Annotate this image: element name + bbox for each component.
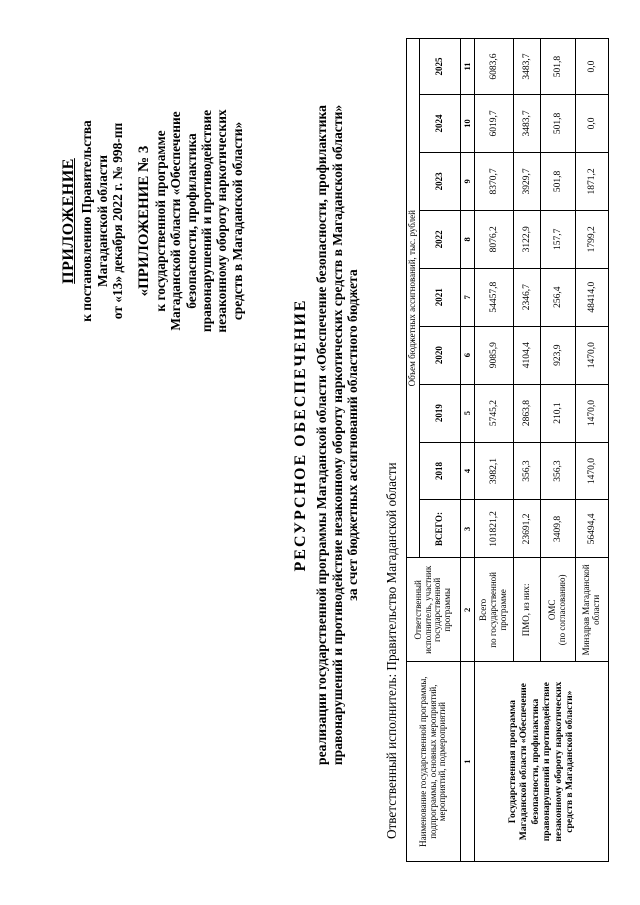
title-main: РЕСУРСНОЕ ОБЕСПЕЧЕНИЕ — [292, 298, 309, 572]
value-cell: 48414,0 — [575, 268, 608, 326]
value-cell: 1470,0 — [575, 326, 608, 384]
table-row — [474, 39, 513, 862]
title-line: за счет бюджетных ассигнований областного бюджета — [345, 269, 361, 601]
appendix-sub-line: Магаданской области «Обеспечение — [168, 111, 184, 331]
value-cell: 23691,2 — [513, 500, 540, 558]
value-cell: 54457,8 — [474, 268, 513, 326]
value-cell: 501,8 — [540, 152, 575, 210]
value-cell: 2346,7 — [513, 268, 540, 326]
appendix-sub-line: незаконному обороту наркотических — [214, 109, 230, 333]
value-cell: 9085,9 — [474, 326, 513, 384]
value-cell: 56494,4 — [575, 500, 608, 558]
appendix-line: Магаданской области — [94, 154, 110, 288]
value-cell: 210,1 — [540, 384, 575, 442]
value-cell: 3483,7 — [513, 95, 540, 153]
value-cell: 6019,7 — [474, 95, 513, 153]
value-cell: 256,4 — [540, 268, 575, 326]
header-year: 2025 — [419, 39, 460, 95]
header-year: 2021 — [419, 268, 460, 326]
appendix-sub-line: средств в Магаданской области» — [229, 121, 245, 321]
document-title — [292, 25, 361, 845]
column-index: 1 — [460, 662, 474, 862]
column-index: 10 — [460, 95, 474, 153]
value-cell: 3122,9 — [513, 210, 540, 268]
column-index: 9 — [460, 152, 474, 210]
program-name-cell: Государственная программа Магаданской области «Обеспечение безопасности, профилактика правонарушений и противодействие незаконному обороту наркотических средств в Магаданской области» — [474, 662, 608, 862]
header-year: 2018 — [419, 442, 460, 500]
appendix-line: к постановлению Правительства — [79, 120, 95, 322]
header-year: 2020 — [419, 326, 460, 384]
value-cell: 0,0 — [575, 39, 608, 95]
value-cell: 4104,4 — [513, 326, 540, 384]
value-cell: 356,3 — [513, 442, 540, 500]
column-index: 3 — [460, 500, 474, 558]
value-cell: 3982,1 — [474, 442, 513, 500]
value-cell: 8370,7 — [474, 152, 513, 210]
value-cell: 1799,2 — [575, 210, 608, 268]
appendix-heading-3: «ПРИЛОЖЕНИЕ № 3 — [135, 145, 152, 297]
header-year: 2019 — [419, 384, 460, 442]
value-cell: 3929,7 — [513, 152, 540, 210]
value-cell: 501,8 — [540, 95, 575, 153]
appendix-date-line: от «13» декабря 2022 г. № 998-пп — [110, 122, 126, 320]
appendix-sub-line: к государственной программе — [152, 130, 168, 312]
header-year: 2024 — [419, 95, 460, 153]
column-index: 8 — [460, 210, 474, 268]
column-index-row — [460, 39, 474, 862]
column-index: 11 — [460, 39, 474, 95]
appendix-heading: ПРИЛОЖЕНИЕ — [60, 158, 77, 284]
appendix-sub-line: безопасности, профилактика — [183, 133, 199, 309]
header-year: 2023 — [419, 152, 460, 210]
value-cell: 6083,6 — [474, 39, 513, 95]
header-executor: Ответственный исполнитель, участник государственной программы — [407, 558, 461, 662]
value-cell: 0,0 — [575, 95, 608, 153]
value-cell: 501,8 — [540, 39, 575, 95]
value-cell: 1470,0 — [575, 442, 608, 500]
value-cell: 101821,2 — [474, 500, 513, 558]
value-cell: 2863,8 — [513, 384, 540, 442]
value-cell: 1470,0 — [575, 384, 608, 442]
value-cell: 8076,2 — [474, 210, 513, 268]
column-index: 7 — [460, 268, 474, 326]
column-index: 6 — [460, 326, 474, 384]
header-row — [407, 39, 420, 862]
appendix-sub-line: правонарушений и противодействие — [199, 109, 215, 333]
header-program-name: Наименование государственной программы, подпрограммы, основных мероприятий, мероприятий, подмероприятий — [407, 662, 461, 862]
appendix-block — [60, 66, 245, 376]
header-budget-volume: Объем бюджетных ассигнований, тыс. рублей — [407, 39, 420, 558]
executor-cell: Всего по государственной программе — [474, 558, 513, 662]
value-cell: 5745,2 — [474, 384, 513, 442]
header-total: ВСЕГО: — [419, 500, 460, 558]
executor-cell: ОМС (по согласованию) — [540, 558, 575, 662]
column-index: 2 — [460, 558, 474, 662]
title-line: правонарушений и противодействие незаконному обороту наркотических средств в Магаданской области» — [329, 104, 345, 766]
header-year: 2022 — [419, 210, 460, 268]
column-index: 5 — [460, 384, 474, 442]
value-cell: 356,3 — [540, 442, 575, 500]
value-cell: 1871,2 — [575, 152, 608, 210]
executor-cell: ПМО, из них: — [513, 558, 540, 662]
resource-table — [406, 38, 609, 862]
value-cell: 3483,7 — [513, 39, 540, 95]
value-cell: 923,9 — [540, 326, 575, 384]
value-cell: 157,7 — [540, 210, 575, 268]
responsible-executor: Ответственный исполнитель: Правительство Магаданской области — [384, 462, 399, 839]
column-index: 4 — [460, 442, 474, 500]
executor-cell: Минздрав Магаданской области — [575, 558, 608, 662]
value-cell: 3409,8 — [540, 500, 575, 558]
title-line: реализации государственной программы Магаданской области «Обеспечение безопасности, профилактика — [314, 105, 329, 765]
